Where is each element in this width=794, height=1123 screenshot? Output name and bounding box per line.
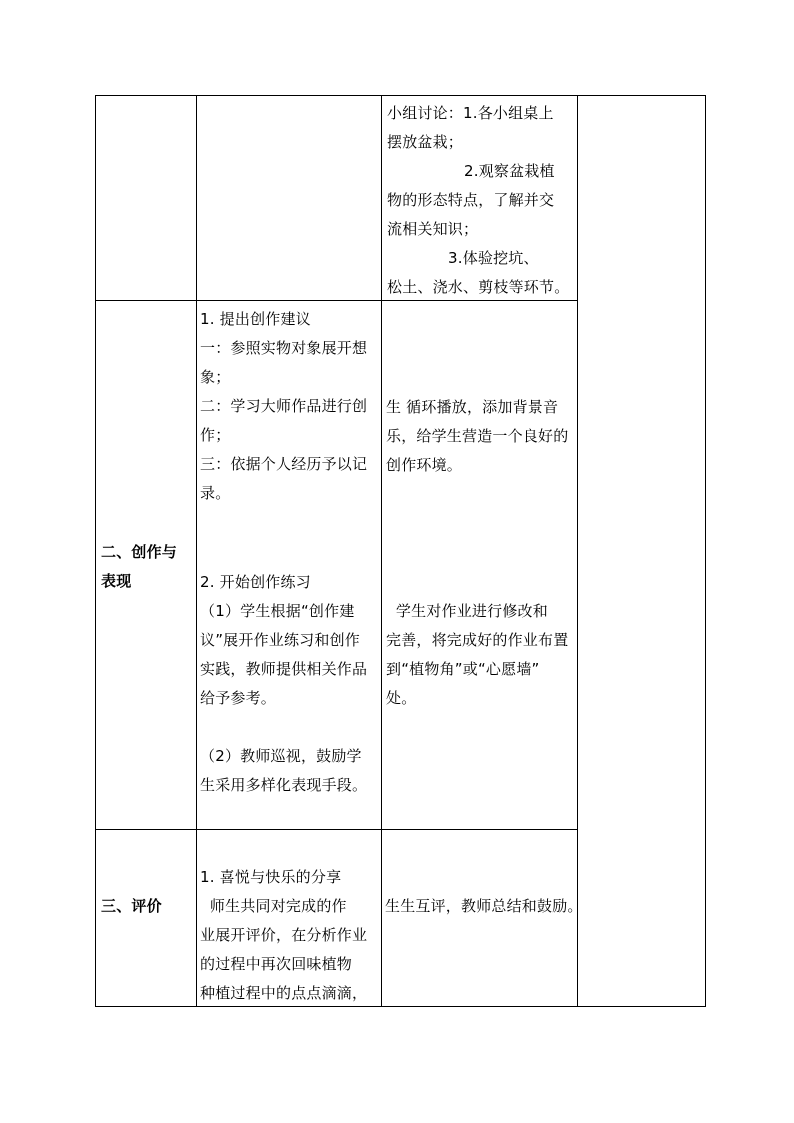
row2-col2-line: 象； xyxy=(200,368,231,386)
row3-col2-line: 种植过程中的点点滴滴， xyxy=(200,984,368,1002)
row2-col3-line: 到“植物角”或“心愿墙” xyxy=(386,660,540,678)
row2-col1-cell xyxy=(101,538,196,596)
row2-col2-line: 生采用多样化表现手段。 xyxy=(200,776,368,794)
row1-col3-line: 摆放盆栽； xyxy=(387,133,464,151)
row2-col3-line: 学生对作业进行修改和 xyxy=(386,602,548,620)
row2-col2-block2 xyxy=(200,568,380,800)
row2-col2-line: 给予参考。 xyxy=(200,689,277,707)
row2-col2-block1 xyxy=(200,305,380,508)
row2-col2-line: 实践，教师提供相关作品 xyxy=(200,660,368,678)
column-divider-2 xyxy=(381,95,382,1007)
row1-col3-line: 松土、浇水、剪枝等环节。 xyxy=(387,278,570,296)
row1-col3-line: 2.观察盆栽植 xyxy=(464,162,555,180)
section-heading: 二、创作与 xyxy=(101,543,178,561)
row1-col3-line: 流相关知识； xyxy=(387,220,479,238)
row2-col3-line: 乐，给学生营造一个良好的 xyxy=(386,427,569,445)
row2-col3-line: 处。 xyxy=(386,689,417,707)
table-border-bottom xyxy=(95,1006,706,1007)
row1-col3-line: 小组讨论：1.各小组桌上 xyxy=(387,104,554,122)
section-heading: 表现 xyxy=(101,572,132,590)
row1-col3-cell xyxy=(387,99,577,302)
table-border-top xyxy=(95,95,706,96)
row3-col3-line: 生生互评，教师总结和鼓励。 xyxy=(385,897,583,915)
column-divider-1 xyxy=(196,95,197,1007)
row2-col2-line: 二：学习大师作品进行创 xyxy=(200,397,368,415)
row3-col2-line: 业展开评价，在分析作业 xyxy=(200,926,368,944)
section-heading: 三、评价 xyxy=(101,897,162,915)
row2-col3-block1 xyxy=(386,393,576,480)
row2-col2-line: （1）学生根据“创作建 xyxy=(200,602,355,620)
row2-col2-line: 议”展开作业练习和创作 xyxy=(200,631,360,649)
row-divider-2 xyxy=(95,829,578,830)
table-border-right xyxy=(705,95,706,1007)
row2-col2-line: 2. 开始创作练习 xyxy=(200,573,311,591)
row1-col3-line: 3.体验挖坑、 xyxy=(448,249,539,267)
row2-col2-line: 一：参照实物对象展开想 xyxy=(200,339,368,357)
row2-col2-line: 作； xyxy=(200,426,231,444)
row3-col2-cell xyxy=(200,863,380,1008)
row2-col3-block2 xyxy=(386,597,576,713)
row2-col3-line: 完善，将完成好的作业布置 xyxy=(386,631,569,649)
row3-col2-line: 的过程中再次回味植物 xyxy=(200,955,353,973)
row3-col1-cell xyxy=(101,892,196,921)
row2-col2-line xyxy=(200,713,380,742)
row2-col2-line: 三：依据个人经历予以记 xyxy=(200,455,368,473)
row2-col2-line: 1. 提出创作建议 xyxy=(200,310,311,328)
row3-col2-line: 1. 喜悦与快乐的分享 xyxy=(200,868,342,886)
row3-col3-cell xyxy=(385,892,595,921)
lesson-plan-table xyxy=(95,95,706,1007)
table-border-left xyxy=(95,95,96,1007)
row2-col3-line: 创作环境。 xyxy=(386,456,463,474)
row2-col3-line: 生 循环播放，添加背景音 xyxy=(386,398,559,416)
row2-col2-line: （2）教师巡视，鼓励学 xyxy=(200,747,362,765)
column-divider-3 xyxy=(577,95,578,1007)
row1-col3-line: 物的形态特点，了解并交 xyxy=(387,191,555,209)
row3-col2-line: 师生共同对完成的作 xyxy=(200,897,347,915)
row2-col2-line: 录。 xyxy=(200,484,231,502)
